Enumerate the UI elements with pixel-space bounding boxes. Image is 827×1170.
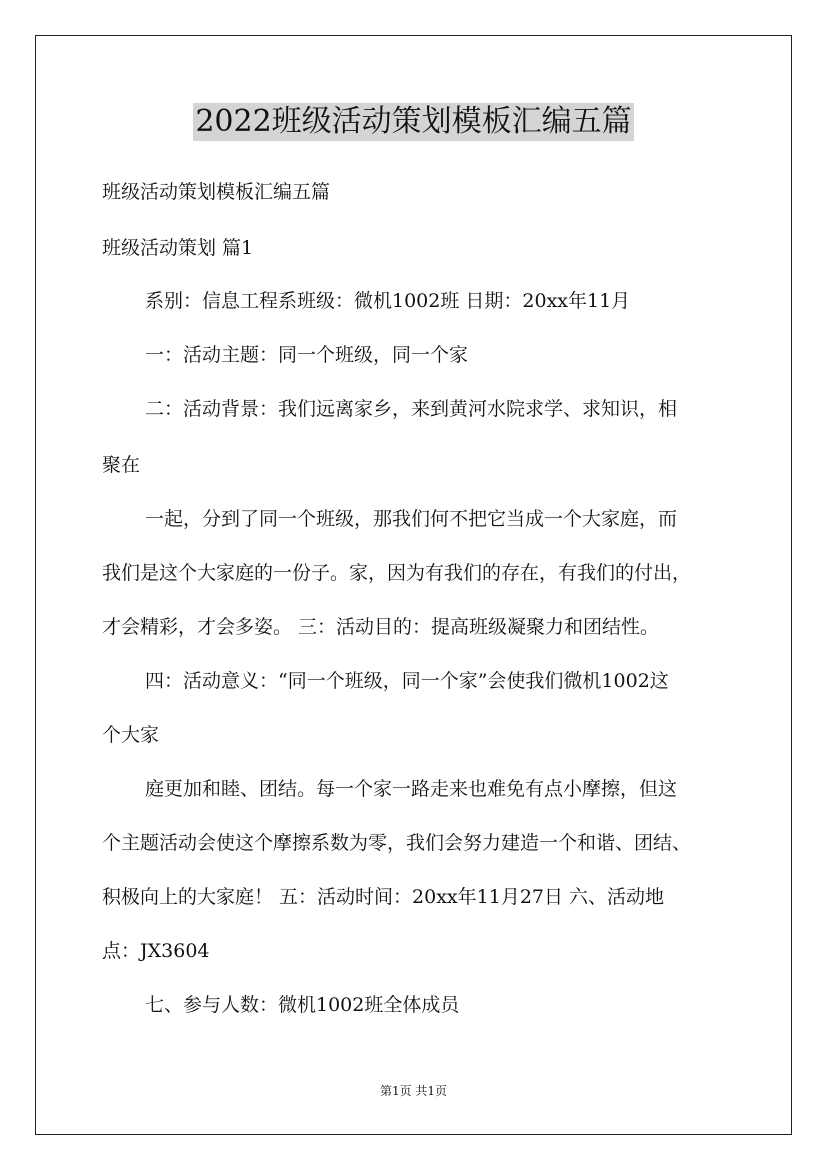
title-container — [0, 103, 827, 141]
body-line: 一：活动主题：同一个班级，同一个家 — [145, 344, 469, 366]
document-subtitle: 班级活动策划模板汇编五篇 — [102, 181, 331, 203]
body-line: 庭更加和睦、团结。每一个家一路走来也难免有点小摩擦，但这 — [145, 778, 678, 800]
body-line: 点：JX3604 — [102, 940, 210, 962]
body-line: 个大家 — [102, 724, 160, 746]
body-line: 积极向上的大家庭！ 五：活动时间：20xx年11月27日 六、活动地 — [102, 886, 665, 908]
body-line: 七、参与人数：微机1002班全体成员 — [145, 994, 460, 1016]
body-line: 一起，分到了同一个班级，那我们何不把它当成一个大家庭，而 — [145, 508, 678, 530]
document-title: 2022班级活动策划模板汇编五篇 — [195, 104, 632, 139]
body-line: 聚在 — [102, 454, 141, 476]
body-line: 二：活动背景：我们远离家乡，来到黄河水院求学、求知识，相 — [145, 398, 678, 420]
body-line: 才会精彩，才会多姿。 三：活动目的：提高班级凝聚力和团结性。 — [102, 616, 660, 638]
page-number: 第1页 共1页 — [379, 1084, 448, 1098]
body-line: 我们是这个大家庭的一份子。家，因为有我们的存在，有我们的付出， — [102, 562, 692, 584]
body-line: 四：活动意义：“同一个班级，同一个家”会使我们微机1002这 — [145, 670, 669, 692]
body-line: 个主题活动会使这个摩擦系数为零，我们会努力建造一个和谐、团结、 — [102, 832, 692, 854]
section-heading: 班级活动策划 篇1 — [102, 237, 254, 259]
body-line: 系别：信息工程系班级：微机1002班 日期：20xx年11月 — [145, 290, 631, 312]
